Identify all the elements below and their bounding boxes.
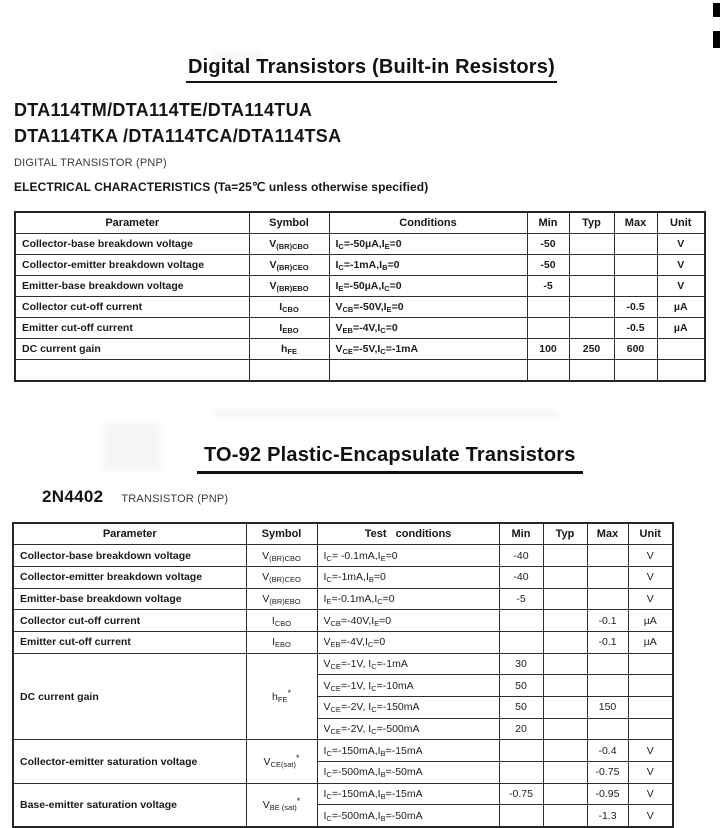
dta114-characteristics-table bbox=[14, 211, 706, 382]
unit-cell: µA bbox=[657, 296, 705, 317]
column-header: Max bbox=[587, 523, 628, 545]
part-number-2n4402: 2N4402 bbox=[42, 487, 104, 506]
conditions-cell: $I_C=-500mA,I_B=-50mA$ bbox=[317, 805, 499, 827]
min-cell: -5 bbox=[499, 588, 543, 610]
table-row bbox=[15, 338, 705, 359]
unit-cell: V bbox=[628, 783, 673, 805]
min-cell: 50 bbox=[499, 675, 543, 697]
scan-smudge bbox=[213, 410, 558, 417]
column-header: Unit bbox=[657, 212, 705, 233]
unit-cell: µA bbox=[628, 610, 673, 632]
parameter-cell: Collector-emitter saturation voltage bbox=[13, 740, 246, 783]
unit-cell bbox=[657, 338, 705, 359]
scan-corner-mark-2 bbox=[713, 31, 720, 48]
symbol-cell: $I_{CBO}$ bbox=[246, 610, 317, 632]
section1-part-numbers bbox=[14, 97, 341, 149]
conditions-cell: $I_C=-150mA,I_B=-15mA$ bbox=[317, 783, 499, 805]
typ-cell bbox=[543, 631, 587, 653]
column-header: Max bbox=[614, 212, 657, 233]
section2-part-row bbox=[42, 487, 228, 507]
min-cell: -50 bbox=[527, 233, 569, 254]
max-cell bbox=[587, 566, 628, 588]
typ-cell bbox=[543, 545, 587, 567]
section1-subtitle: DIGITAL TRANSISTOR (PNP) bbox=[14, 157, 167, 169]
parameter-cell: Collector-emitter breakdown voltage bbox=[13, 566, 246, 588]
max-cell: -0.1 bbox=[587, 610, 628, 632]
table-row bbox=[13, 740, 673, 762]
typ-cell bbox=[543, 653, 587, 675]
column-header: Parameter bbox=[13, 523, 246, 545]
conditions-cell: $I_C=-50\mu A,I_E=0$ bbox=[329, 233, 527, 254]
column-header: Conditions bbox=[329, 212, 527, 233]
typ-cell bbox=[569, 296, 614, 317]
column-header: Min bbox=[527, 212, 569, 233]
conditions-cell: $I_C=-1mA,I_B=0$ bbox=[317, 566, 499, 588]
max-cell bbox=[587, 675, 628, 697]
symbol-cell: $V_{(BR)CBO}$ bbox=[249, 233, 329, 254]
partial-cut-row bbox=[15, 359, 705, 381]
parameter-cell: Collector cut-off current bbox=[13, 610, 246, 632]
typ-cell bbox=[543, 805, 587, 827]
symbol-cell: $V_{CE(sat)}^*$ bbox=[246, 740, 317, 783]
min-cell bbox=[499, 631, 543, 653]
max-cell bbox=[614, 254, 657, 275]
part-line-1: DTA114TM/DTA114TE/DTA114TUA bbox=[14, 100, 313, 120]
2n4402-characteristics-table bbox=[12, 522, 674, 828]
symbol-cell: $V_{(BR)CEO}$ bbox=[246, 566, 317, 588]
max-cell: -1.3 bbox=[587, 805, 628, 827]
conditions-cell: $I_E=-50\mu A,I_C=0$ bbox=[329, 275, 527, 296]
max-cell: -0.1 bbox=[587, 631, 628, 653]
min-cell: 100 bbox=[527, 338, 569, 359]
min-cell bbox=[499, 740, 543, 762]
parameter-cell: Emitter cut-off current bbox=[15, 317, 249, 338]
unit-cell bbox=[628, 653, 673, 675]
conditions-cell: $V_{CE}=-5V,I_C=-1mA$ bbox=[329, 338, 527, 359]
typ-cell bbox=[543, 718, 587, 740]
symbol-cell: $V_{(BR)CBO}$ bbox=[246, 545, 317, 567]
section2-title: TO-92 Plastic-Encapsulate Transistors bbox=[197, 444, 583, 474]
empty-cell bbox=[614, 359, 657, 381]
symbol-cell: $V_{(BR)EBO}$ bbox=[249, 275, 329, 296]
max-cell bbox=[587, 588, 628, 610]
typ-cell bbox=[543, 740, 587, 762]
parameter-cell: Collector-base breakdown voltage bbox=[13, 545, 246, 567]
empty-cell bbox=[249, 359, 329, 381]
column-header: Typ bbox=[543, 523, 587, 545]
typ-cell bbox=[543, 783, 587, 805]
unit-cell: V bbox=[628, 740, 673, 762]
unit-cell: µA bbox=[657, 317, 705, 338]
table2-clip bbox=[12, 522, 674, 823]
table-row bbox=[13, 610, 673, 632]
unit-cell: V bbox=[628, 762, 673, 784]
unit-cell bbox=[628, 675, 673, 697]
column-header: Symbol bbox=[246, 523, 317, 545]
typ-cell bbox=[569, 233, 614, 254]
max-cell: 150 bbox=[587, 697, 628, 719]
unit-cell bbox=[628, 697, 673, 719]
min-cell: -40 bbox=[499, 545, 543, 567]
symbol-cell: $h_{FE}$ bbox=[249, 338, 329, 359]
empty-cell bbox=[569, 359, 614, 381]
max-cell: 600 bbox=[614, 338, 657, 359]
min-cell: -40 bbox=[499, 566, 543, 588]
min-cell bbox=[499, 610, 543, 632]
parameter-cell: Collector-emitter breakdown voltage bbox=[15, 254, 249, 275]
max-cell bbox=[587, 653, 628, 675]
table-row bbox=[13, 588, 673, 610]
max-cell: -0.95 bbox=[587, 783, 628, 805]
min-cell: -5 bbox=[527, 275, 569, 296]
table-row bbox=[15, 233, 705, 254]
conditions-cell: $I_C=-150mA,I_B=-15mA$ bbox=[317, 740, 499, 762]
conditions-cell: $I_C=-500mA,I_B=-50mA$ bbox=[317, 762, 499, 784]
typ-cell: 250 bbox=[569, 338, 614, 359]
unit-cell: V bbox=[628, 805, 673, 827]
electrical-characteristics-label: ELECTRICAL CHARACTERISTICS (Ta=25℃ unless otherwise specified) bbox=[14, 180, 429, 194]
unit-cell: V bbox=[628, 588, 673, 610]
empty-cell bbox=[15, 359, 249, 381]
typ-cell bbox=[569, 317, 614, 338]
table-row bbox=[13, 545, 673, 567]
typ-cell bbox=[543, 697, 587, 719]
conditions-cell: $V_{CB}=-40V,I_E=0$ bbox=[317, 610, 499, 632]
conditions-cell: $V_{CE}=-2V$, $I_C=-150mA$ bbox=[317, 697, 499, 719]
column-header: Test conditions bbox=[317, 523, 499, 545]
part-line-2: DTA114TKA /DTA114TCA/DTA114TSA bbox=[14, 126, 342, 146]
parameter-cell: Collector cut-off current bbox=[15, 296, 249, 317]
conditions-cell: $V_{CE}=-1V$, $I_C=-1mA$ bbox=[317, 653, 499, 675]
scan-smudge bbox=[103, 422, 161, 470]
parameter-cell: DC current gain bbox=[13, 653, 246, 740]
max-cell bbox=[587, 718, 628, 740]
table1-clip bbox=[14, 211, 706, 368]
min-cell bbox=[527, 317, 569, 338]
table-row bbox=[15, 275, 705, 296]
min-cell: -0.75 bbox=[499, 783, 543, 805]
min-cell: -50 bbox=[527, 254, 569, 275]
header-row bbox=[13, 523, 673, 545]
unit-cell bbox=[628, 718, 673, 740]
max-cell: -0.4 bbox=[587, 740, 628, 762]
table-row bbox=[13, 653, 673, 675]
symbol-cell: $V_{(BR)CEO}$ bbox=[249, 254, 329, 275]
unit-cell: V bbox=[628, 566, 673, 588]
table-row bbox=[13, 783, 673, 805]
parameter-cell: Emitter-base breakdown voltage bbox=[15, 275, 249, 296]
typ-cell bbox=[543, 675, 587, 697]
table-row bbox=[15, 317, 705, 338]
symbol-cell: $V_{BE (sat)}^*$ bbox=[246, 783, 317, 826]
max-cell bbox=[587, 545, 628, 567]
max-cell: -0.5 bbox=[614, 296, 657, 317]
parameter-cell: Collector-base breakdown voltage bbox=[15, 233, 249, 254]
unit-cell: V bbox=[657, 233, 705, 254]
table-row bbox=[15, 254, 705, 275]
symbol-cell: $I_{CBO}$ bbox=[249, 296, 329, 317]
table-row bbox=[15, 296, 705, 317]
parameter-cell: DC current gain bbox=[15, 338, 249, 359]
max-cell bbox=[614, 233, 657, 254]
parameter-cell: Base-emitter saturation voltage bbox=[13, 783, 246, 826]
conditions-cell: $I_E=-0.1mA,I_C=0$ bbox=[317, 588, 499, 610]
typ-cell bbox=[543, 588, 587, 610]
max-cell: -0.5 bbox=[614, 317, 657, 338]
conditions-cell: $I_C=-1mA,I_B=0$ bbox=[329, 254, 527, 275]
section1-title: Digital Transistors (Built-in Resistors) bbox=[186, 56, 557, 83]
min-cell bbox=[499, 805, 543, 827]
header-row bbox=[15, 212, 705, 233]
min-cell bbox=[499, 762, 543, 784]
min-cell: 30 bbox=[499, 653, 543, 675]
unit-cell: µA bbox=[628, 631, 673, 653]
typ-cell bbox=[569, 254, 614, 275]
max-cell bbox=[614, 275, 657, 296]
symbol-cell: $I_{EBO}$ bbox=[246, 631, 317, 653]
table-row bbox=[13, 566, 673, 588]
column-header: Typ bbox=[569, 212, 614, 233]
empty-cell bbox=[657, 359, 705, 381]
typ-cell bbox=[543, 762, 587, 784]
symbol-cell: $V_{(BR)EBO}$ bbox=[246, 588, 317, 610]
conditions-cell: $V_{CE}=-2V$, $I_C=-500mA$ bbox=[317, 718, 499, 740]
min-cell bbox=[527, 296, 569, 317]
typ-cell bbox=[543, 566, 587, 588]
table-row bbox=[13, 631, 673, 653]
empty-cell bbox=[329, 359, 527, 381]
symbol-cell: $h_{FE}^*$ bbox=[246, 653, 317, 740]
typ-cell bbox=[569, 275, 614, 296]
max-cell: -0.75 bbox=[587, 762, 628, 784]
column-header: Unit bbox=[628, 523, 673, 545]
min-cell: 20 bbox=[499, 718, 543, 740]
conditions-cell: $V_{CB}=-50V,I_E=0$ bbox=[329, 296, 527, 317]
parameter-cell: Emitter-base breakdown voltage bbox=[13, 588, 246, 610]
conditions-cell: $V_{EB}=-4V,I_C=0$ bbox=[329, 317, 527, 338]
scan-corner-mark-1 bbox=[713, 3, 720, 17]
min-cell: 50 bbox=[499, 697, 543, 719]
parameter-cell: Emitter cut-off current bbox=[13, 631, 246, 653]
unit-cell: V bbox=[657, 275, 705, 296]
section2-subtitle: TRANSISTOR (PNP) bbox=[121, 493, 229, 505]
typ-cell bbox=[543, 610, 587, 632]
unit-cell: V bbox=[628, 545, 673, 567]
conditions-cell: $I_C= -0.1mA,I_E=0$ bbox=[317, 545, 499, 567]
column-header: Parameter bbox=[15, 212, 249, 233]
conditions-cell: $V_{EB}=-4V,I_C=0$ bbox=[317, 631, 499, 653]
symbol-cell: $I_{EBO}$ bbox=[249, 317, 329, 338]
unit-cell: V bbox=[657, 254, 705, 275]
column-header: Min bbox=[499, 523, 543, 545]
conditions-cell: $V_{CE}=-1V$, $I_C=-10mA$ bbox=[317, 675, 499, 697]
empty-cell bbox=[527, 359, 569, 381]
column-header: Symbol bbox=[249, 212, 329, 233]
